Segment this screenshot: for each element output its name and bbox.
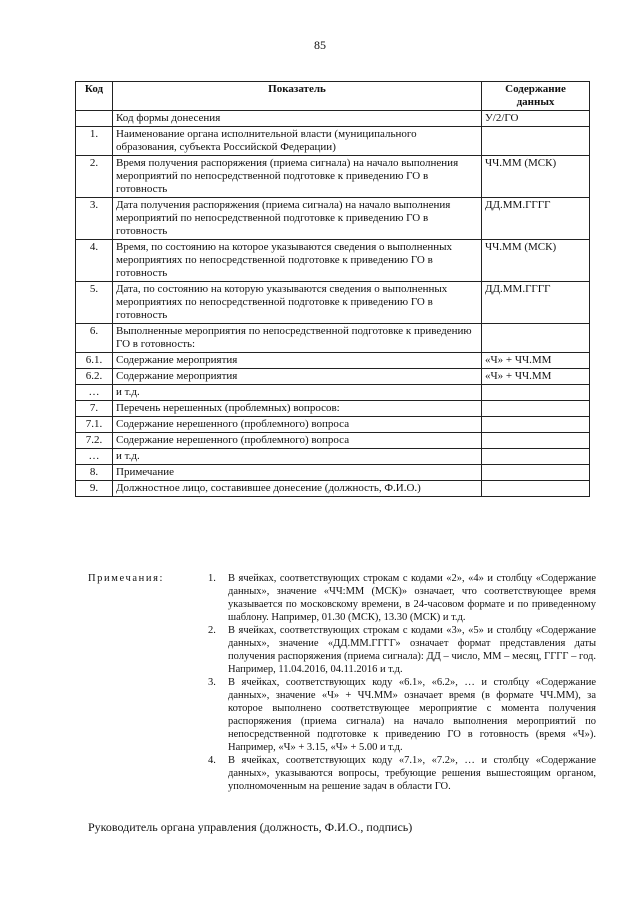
note-text: В ячейках, соответствующих коду «6.1», «6.2», … и столбцу «Содержание данных», значение «Ч» + ЧЧ.ММ» означает время (в формате ЧЧ.ММ), за которое выполнено соответствующее мероприятие с момента получения распоряжения (приема сигнала) на начало выполнения мероприятий по непосредственной подготовке к приведению ГО в готовность (время «Ч»). Например, «Ч» + 3.15, «Ч» + 5.00 и т.д. [228,677,596,753]
report-form-table [75,81,590,497]
cell-indicator: и т.д. [113,385,482,401]
page-number: 85 [314,38,326,52]
cell-indicator: Время, по состоянию на которое указываются сведения о выполненных мероприятиях по непосредственной подготовке к приведению ГО в готовность [113,240,482,282]
cell-code: 6.1. [76,353,113,369]
cell-indicator: Время получения распоряжения (приема сигнала) на начало выполнения мероприятий по непосредственной подготовке к приведению ГО в готовность [113,156,482,198]
table-row [76,111,590,127]
cell-content [482,385,590,401]
note-item [208,754,596,793]
signature-line: Руководитель органа управления (должность, Ф.И.О., подпись) [88,820,413,834]
cell-code: 7.2. [76,433,113,449]
cell-content [482,401,590,417]
cell-code: 4. [76,240,113,282]
table-row [76,127,590,156]
cell-content [482,417,590,433]
cell-content [482,324,590,353]
table-row [76,240,590,282]
cell-code: 6. [76,324,113,353]
cell-content: ДД.ММ.ГГГГ [482,282,590,324]
note-text: В ячейках, соответствующих строкам с кодами «2», «4» и столбцу «Содержание данных», значение «ЧЧ:ММ (МСК)» означает, что соответствующее время указывается по московскому времени, в 24-часовом формате и по приведенному шаблону. Например, 01.30 (МСК), 13.30 (МСК) и т.д. [228,573,596,623]
cell-content: «Ч» + ЧЧ.ММ [482,369,590,385]
cell-code [76,111,113,127]
table-row [76,433,590,449]
cell-indicator: Дата, по состоянию на которую указываются сведения о выполненных мероприятиях по непосредственной подготовке к приведению ГО в готовность [113,282,482,324]
note-number: 4. [208,755,216,766]
header-indicator: Показатель [113,82,482,111]
cell-content: «Ч» + ЧЧ.ММ [482,353,590,369]
table-row [76,417,590,433]
note-text: В ячейках, соответствующих коду «7.1», «7.2», … и столбцу «Содержание данных», указываются вопросы, требующие решения вышестоящим органом, уполномоченным на решение задач в области ГО. [228,755,596,792]
cell-indicator: Дата получения распоряжения (приема сигнала) на начало выполнения мероприятий по непосредственной подготовке к приведению ГО в готовность [113,198,482,240]
notes-list [88,572,596,793]
note-number: 2. [208,625,216,636]
cell-code: 9. [76,481,113,497]
cell-indicator: и т.д. [113,449,482,465]
note-text: В ячейках, соответствующих строкам с кодами «3», «5» и столбцу «Содержание данных», значение «ДД.ММ.ГГГГ» означает формат представления даты получения распоряжения (приема сигнала): ДД – число, ММ – месяц, ГГГГ – год. Например, 11.04.2016, 04.11.2016 и т.д. [228,625,596,675]
cell-indicator: Содержание мероприятия [113,353,482,369]
table-row [76,324,590,353]
table-row [76,449,590,465]
table-header-row [76,82,590,111]
cell-code: 5. [76,282,113,324]
table-body [76,111,590,497]
table-row [76,401,590,417]
notes-label: Примечания: [88,573,165,584]
cell-content [482,433,590,449]
cell-indicator: Должностное лицо, составившее донесение (должность, Ф.И.О.) [113,481,482,497]
table-row [76,198,590,240]
table-row [76,465,590,481]
cell-code: 2. [76,156,113,198]
cell-indicator: Перечень нерешенных (проблемных) вопросов: [113,401,482,417]
table-row [76,385,590,401]
cell-code: 3. [76,198,113,240]
cell-content [482,449,590,465]
cell-indicator: Содержание мероприятия [113,369,482,385]
cell-code: 1. [76,127,113,156]
table-row [76,353,590,369]
cell-code: 6.2. [76,369,113,385]
note-item [208,624,596,676]
cell-content: У/2/ГО [482,111,590,127]
cell-indicator: Примечание [113,465,482,481]
notes-section [88,572,596,793]
cell-code: 7. [76,401,113,417]
cell-code: 7.1. [76,417,113,433]
cell-content [482,481,590,497]
header-code: Код [76,82,113,111]
cell-indicator: Код формы донесения [113,111,482,127]
cell-code: … [76,449,113,465]
cell-code: 8. [76,465,113,481]
cell-content: ЧЧ.ММ (МСК) [482,156,590,198]
cell-indicator: Наименование органа исполнительной власти (муниципального образования, субъекта Российской Федерации) [113,127,482,156]
cell-content: ДД.ММ.ГГГГ [482,198,590,240]
header-content: Содержание данных [482,82,590,111]
table-row [76,481,590,497]
cell-content [482,127,590,156]
note-item [208,676,596,754]
table-row [76,282,590,324]
cell-indicator: Содержание нерешенного (проблемного) вопроса [113,417,482,433]
note-number: 3. [208,677,216,688]
table-row [76,369,590,385]
cell-content [482,465,590,481]
note-number: 1. [208,573,216,584]
note-item [208,572,596,624]
cell-code: … [76,385,113,401]
cell-indicator: Содержание нерешенного (проблемного) вопроса [113,433,482,449]
cell-indicator: Выполненные мероприятия по непосредственной подготовке к приведению ГО в готовность: [113,324,482,353]
cell-content: ЧЧ.ММ (МСК) [482,240,590,282]
table-row [76,156,590,198]
